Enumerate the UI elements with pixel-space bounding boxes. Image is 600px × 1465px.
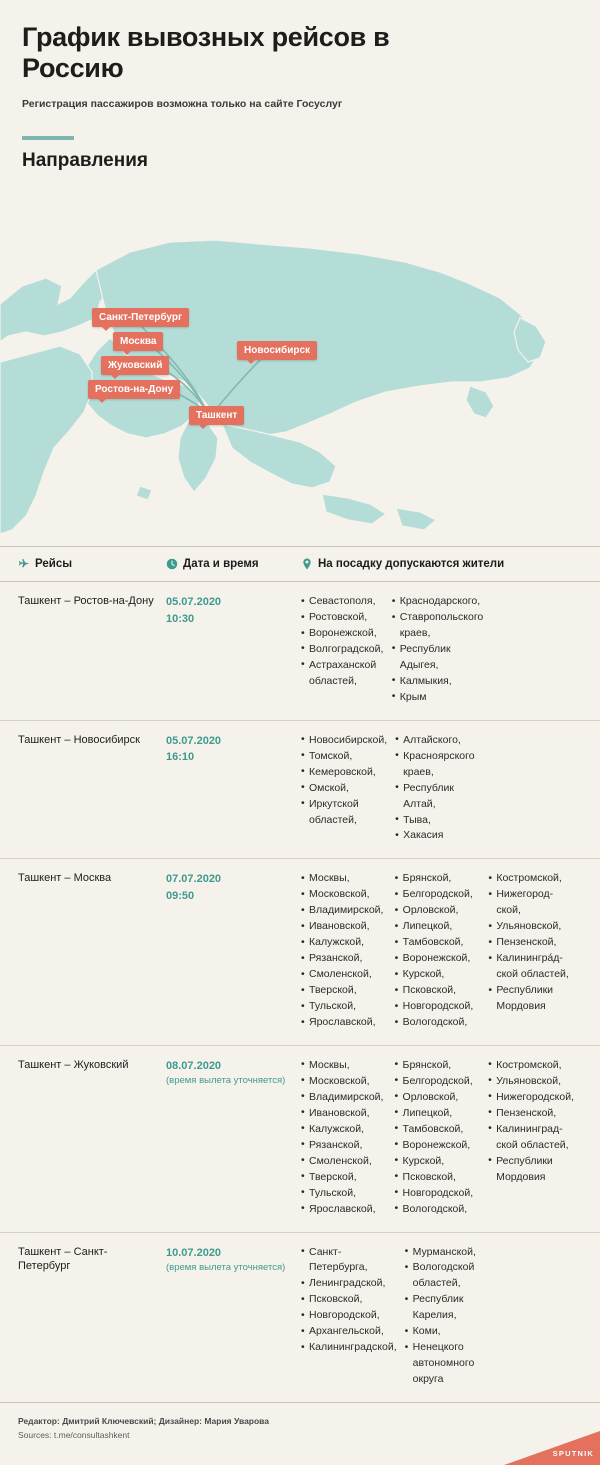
table-row: [0, 859, 600, 1046]
list-item: • Липецкой,: [395, 919, 481, 935]
list-item-continuation: ской,: [496, 904, 521, 917]
list-item: • Тыва,: [395, 813, 480, 829]
list-item: • Ярославской,: [301, 1202, 387, 1218]
list-item-continuation: Мордовия: [496, 1170, 546, 1183]
list-item: • Псковской,: [395, 1170, 481, 1186]
list-item: • Орловской,: [395, 1090, 481, 1106]
regions-list: [301, 1245, 582, 1389]
list-item: • Ярославской,: [301, 1015, 387, 1031]
flight-time-note: (время вылета уточняется): [166, 1262, 286, 1273]
column-header-route: [18, 558, 166, 570]
list-item: • Смоленской,: [301, 967, 387, 983]
flight-route: Ташкент – Ростов-на-Дону: [18, 595, 154, 608]
list-item: • Нижегородской,: [488, 1090, 574, 1106]
list-item: • Брянской,: [395, 1058, 481, 1074]
list-item: • Астраханской областей,: [301, 658, 384, 690]
column-header-regions-label: На посадку допускаются жители: [318, 558, 505, 571]
list-item: • Калужской,: [301, 1122, 387, 1138]
list-item: • Севастополя,: [301, 594, 384, 610]
footer-credits: Редактор: Дмитрий Ключевский; Дизайнер: Мария Уварова: [18, 1416, 270, 1427]
list-item: • Тверской,: [301, 983, 387, 999]
list-item: • Брянской,: [395, 871, 481, 887]
list-item: • Ульяновской,: [488, 919, 574, 935]
regions-column: [405, 1245, 494, 1389]
list-item: • Хакасия: [395, 828, 480, 844]
list-item: • Рязанской,: [301, 1138, 387, 1154]
list-item: • Вологодской,: [395, 1202, 481, 1218]
list-item: • Тульской,: [301, 999, 387, 1015]
list-item: • Калининград-: [488, 1122, 574, 1138]
map-pin-label: Москва: [120, 336, 157, 348]
flight-time: 09:50: [166, 889, 195, 902]
list-item: • Омской,: [301, 781, 387, 797]
table-row: [0, 721, 600, 860]
regions-column: [395, 871, 489, 1031]
list-item: • Владимирской,: [301, 903, 387, 919]
flight-route: Ташкент – Новосибирск: [18, 733, 140, 746]
regions-list: [301, 1058, 582, 1218]
table-header-row: [0, 546, 600, 582]
map-pin-label: Новосибирск: [244, 345, 311, 357]
list-item: • Москвы,: [301, 871, 387, 887]
list-item: • Псковской,: [301, 1292, 397, 1308]
regions-column: [489, 733, 582, 845]
logo-label: SPUTNIK: [552, 1449, 594, 1459]
regions-column: [301, 871, 395, 1031]
list-item: • Орловской,: [395, 903, 481, 919]
regions-list: [301, 594, 582, 706]
regions-column: [488, 871, 582, 1031]
list-item: • Ульяновской,: [488, 1074, 574, 1090]
regions-column: [392, 594, 492, 706]
list-item: • Санкт-Петербурга,: [301, 1245, 397, 1277]
column-header-date: [166, 558, 301, 570]
map-pin-label: Санкт-Петербург: [99, 312, 183, 324]
list-item: • Калмыкия,: [392, 674, 484, 690]
list-item: • Новгородской,: [395, 1186, 481, 1202]
list-item: • Коми,: [405, 1324, 486, 1340]
accent-rule: [22, 136, 74, 140]
list-item: • Костромской,: [488, 871, 574, 887]
map-pin-tashkent[interactable]: [189, 406, 244, 425]
list-item: • Новгородской,: [395, 999, 481, 1015]
flight-time-note: (время вылета уточняется): [166, 1075, 286, 1087]
section-title: Направления: [22, 150, 148, 172]
list-item: • Ленинградской,: [301, 1276, 397, 1292]
flight-datetime: [166, 594, 301, 627]
flight-date: 07.07.2020: [166, 873, 222, 886]
flight-date: 08.07.2020: [166, 1059, 222, 1072]
list-item: • Республики: [488, 1154, 574, 1170]
regions-column: [488, 1058, 582, 1218]
list-item: • Архангельской,: [301, 1324, 397, 1340]
regions-column: [301, 594, 392, 706]
list-item: • Красноярского краев,: [395, 749, 480, 781]
list-item: • Тульской,: [301, 1186, 387, 1202]
list-item: • Пензенской,: [488, 1106, 574, 1122]
list-item: • Иркутской областей,: [301, 797, 387, 829]
flight-time: 10:30: [166, 612, 195, 625]
list-item: • Владимирской,: [301, 1090, 387, 1106]
flight-datetime: [166, 733, 301, 766]
list-item: • Тверской,: [301, 1170, 387, 1186]
clock-icon: [166, 558, 178, 570]
flight-datetime: [166, 871, 301, 904]
table-row: [0, 1233, 600, 1404]
list-item: • Смоленской,: [301, 1154, 387, 1170]
list-item: • Калинингра́д-: [488, 951, 574, 967]
list-item: • Республик Алтай,: [395, 781, 480, 813]
map-pin-moscow[interactable]: [113, 332, 163, 351]
regions-column: [493, 1245, 582, 1389]
table-row: [0, 1046, 600, 1233]
regions-list: [301, 871, 582, 1031]
page-title: График вывозных рейсов в Россию: [22, 22, 390, 84]
list-item: • Волгоградской,: [301, 642, 384, 658]
plane-icon: [18, 558, 30, 570]
regions-column: [491, 594, 582, 706]
map-pin-icon: [301, 558, 313, 570]
map-pin-label: Ташкент: [196, 410, 238, 422]
list-item: • Ростовской,: [301, 610, 384, 626]
list-item: • Псковской,: [395, 983, 481, 999]
list-item: • Липецкой,: [395, 1106, 481, 1122]
flight-route: Ташкент – Санкт-Петербург: [18, 1245, 108, 1273]
list-item: • Тамбовской,: [395, 1122, 481, 1138]
list-item: • Ивановской,: [301, 919, 387, 935]
flight-time: 16:10: [166, 751, 195, 764]
list-item: • Костромской,: [488, 1058, 574, 1074]
list-item: • Кемеровской,: [301, 765, 387, 781]
column-header-regions: [301, 558, 582, 570]
flight-route: Ташкент – Москва: [18, 872, 112, 885]
footer-sources: Sources: t.me/consultashkent: [18, 1429, 130, 1440]
footer: [0, 1403, 600, 1465]
list-item: • Ивановской,: [301, 1106, 387, 1122]
list-item: • Краснодарского,: [392, 594, 484, 610]
list-item-continuation: ской областей,: [496, 1138, 569, 1151]
page-subtitle: Регистрация пассажиров возможна только на сайте Госуслуг: [22, 98, 343, 111]
flights-table: [0, 546, 600, 1403]
flight-datetime: [166, 1245, 301, 1276]
list-item: • Москвы,: [301, 1058, 387, 1074]
flight-date: 05.07.2020: [166, 596, 222, 609]
map-pin-label: Жуковский: [108, 360, 163, 372]
regions-column: [301, 1058, 395, 1218]
list-item: • Мурманской,: [405, 1245, 486, 1261]
flight-datetime: [166, 1058, 301, 1089]
list-item: • Ставропольского краев,: [392, 610, 484, 642]
list-item: • Воронежской,: [395, 1138, 481, 1154]
list-item: • Вологодской областей,: [405, 1260, 486, 1292]
list-item: • Пензенской,: [488, 935, 574, 951]
map-pin-saint-petersburg[interactable]: [92, 308, 189, 327]
flight-route: Ташкент – Жуковский: [18, 1058, 129, 1071]
list-item: • Московской,: [301, 887, 387, 903]
list-item-continuation: Мордовия: [496, 1000, 546, 1013]
map-pin-zhukovsky[interactable]: [101, 356, 169, 375]
map-pin-rostov-on-don[interactable]: [88, 380, 180, 399]
list-item: • Курской,: [395, 1154, 481, 1170]
list-item: • Новгородской,: [301, 1308, 397, 1324]
header: [0, 0, 600, 172]
list-item: • Рязанской,: [301, 951, 387, 967]
list-item: • Воронежской,: [301, 626, 384, 642]
world-map-graphic: [0, 186, 600, 546]
list-item: • Калининградской,: [301, 1340, 397, 1356]
list-item: • Республик Карелия,: [405, 1292, 486, 1324]
regions-column: [395, 733, 488, 845]
list-item-continuation: ской областей,: [496, 968, 569, 981]
map-pin-label: Ростов-на-Дону: [95, 384, 174, 396]
list-item: • Курской,: [395, 967, 481, 983]
list-item: • Крым: [392, 690, 484, 706]
list-item: • Ненецкого автономного округа: [405, 1340, 486, 1388]
list-item: • Республики: [488, 983, 574, 999]
list-item: • Московской,: [301, 1074, 387, 1090]
map-pin-novosibirsk[interactable]: [237, 341, 317, 360]
regions-column: [301, 733, 395, 845]
list-item: • Нижегород-: [488, 887, 574, 903]
list-item: • Новосибирской,: [301, 733, 387, 749]
column-header-route-label: Рейсы: [35, 558, 73, 571]
sputnik-logo: [504, 1431, 600, 1465]
regions-column: [395, 1058, 489, 1218]
list-item: • Алтайского,: [395, 733, 480, 749]
list-item: • Томской,: [301, 749, 387, 765]
regions-column: [301, 1245, 405, 1389]
table-row: [0, 582, 600, 721]
flight-date: 05.07.2020: [166, 734, 222, 747]
map-container: [0, 186, 600, 546]
list-item: • Тамбовской,: [395, 935, 481, 951]
column-header-date-label: Дата и время: [183, 558, 259, 571]
regions-list: [301, 733, 582, 845]
list-item: • Республик Адыгея,: [392, 642, 484, 674]
logo-triangle: [504, 1431, 600, 1465]
flight-date: 10.07.2020: [166, 1246, 222, 1259]
list-item: • Воронежской,: [395, 951, 481, 967]
list-item: • Белгородской,: [395, 1074, 481, 1090]
list-item: • Калужской,: [301, 935, 387, 951]
list-item: • Белгородской,: [395, 887, 481, 903]
list-item: • Вологодской,: [395, 1015, 481, 1031]
